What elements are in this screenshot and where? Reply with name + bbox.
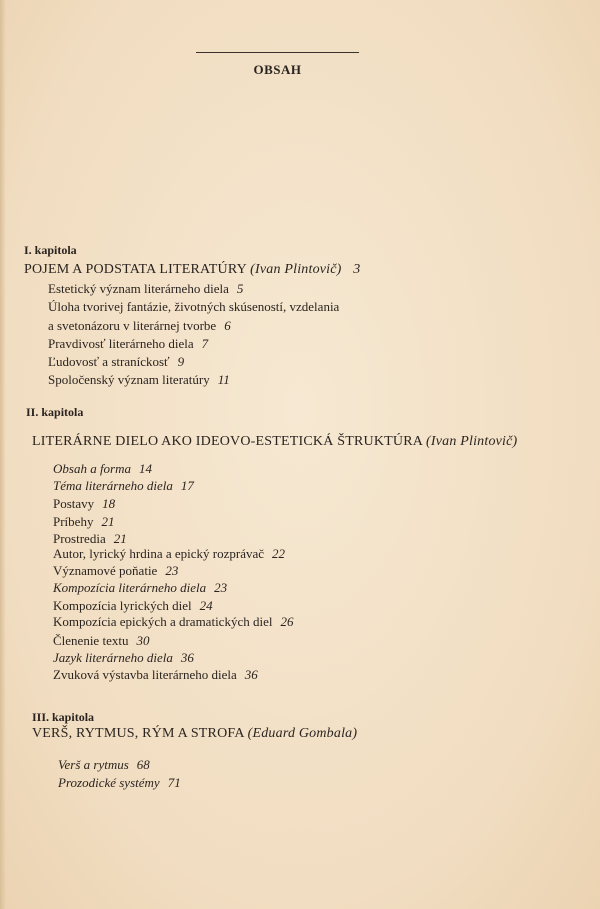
chapter-2-label: II. kapitola: [26, 405, 84, 419]
toc-entry: Príbehy 21: [53, 514, 115, 529]
toc-entry: Obsah a forma 14: [53, 461, 153, 476]
toc-entry: Autor, lyrický hrdina a epický rozprávač 22: [53, 546, 286, 561]
toc-entry: Kompozícia lyrických diel 24: [53, 598, 213, 613]
chapter-2-author: (Ivan Plintovič): [425, 434, 518, 449]
chapter-3-author: (Eduard Gombala): [247, 726, 358, 741]
toc-entry: Ľudovosť a straníckosť 9: [48, 354, 185, 369]
chapter-2-title: LITERÁRNE DIELO AKO IDEOVO-ESTETICKÁ ŠTRUKTÚRA: [32, 434, 423, 449]
toc-entry: Úloha tvorivej fantázie, životných skúseností, vzdelania: [48, 299, 340, 314]
toc-entry: Estetický význam literárneho diela 5: [48, 281, 244, 296]
chapter-1-author: (Ivan Plintovič): [250, 262, 342, 277]
chapter-3-label: III. kapitola: [32, 710, 95, 724]
chapter-1-page: 3: [353, 262, 361, 277]
top-rule: [196, 52, 359, 53]
chapter-2-heading: [32, 434, 517, 450]
toc-entry: Zvuková výstavba literárneho diela 36: [53, 667, 258, 682]
chapter-1-label: I. kapitola: [24, 243, 77, 257]
toc-entry: Jazyk literárneho diela 36: [53, 650, 194, 665]
toc-entry: Kompozícia literárneho diela 23: [53, 580, 228, 595]
toc-entry: a svetonázoru v literárnej tvorbe 6: [48, 318, 231, 333]
toc-entry: Postavy 18: [53, 496, 116, 511]
chapter-3-heading: [32, 726, 357, 742]
chapter-1-heading: [24, 262, 360, 278]
toc-entry: Významové poňatie 23: [53, 563, 179, 578]
chapter-1-title: POJEM A PODSTATA LITERATÚRY: [24, 262, 247, 277]
toc-entry: Členenie textu 30: [53, 633, 150, 648]
toc-entry: Prozodické systémy 71: [58, 775, 181, 790]
toc-entry: Prostredia 21: [53, 531, 127, 546]
toc-entry: Téma literárneho diela 17: [53, 478, 194, 493]
contents-title: OBSAH: [253, 62, 302, 77]
page-edge-shadow: [0, 0, 6, 909]
toc-entry: Kompozícia epických a dramatických diel 26: [53, 614, 294, 629]
toc-entry: Spoločenský význam literatúry 11: [48, 372, 230, 387]
toc-entry: Pravdivosť literárneho diela 7: [48, 336, 209, 351]
chapter-3-title: VERŠ, RYTMUS, RÝM A STROFA: [32, 726, 244, 741]
toc-entry: Verš a rytmus 68: [58, 757, 150, 772]
